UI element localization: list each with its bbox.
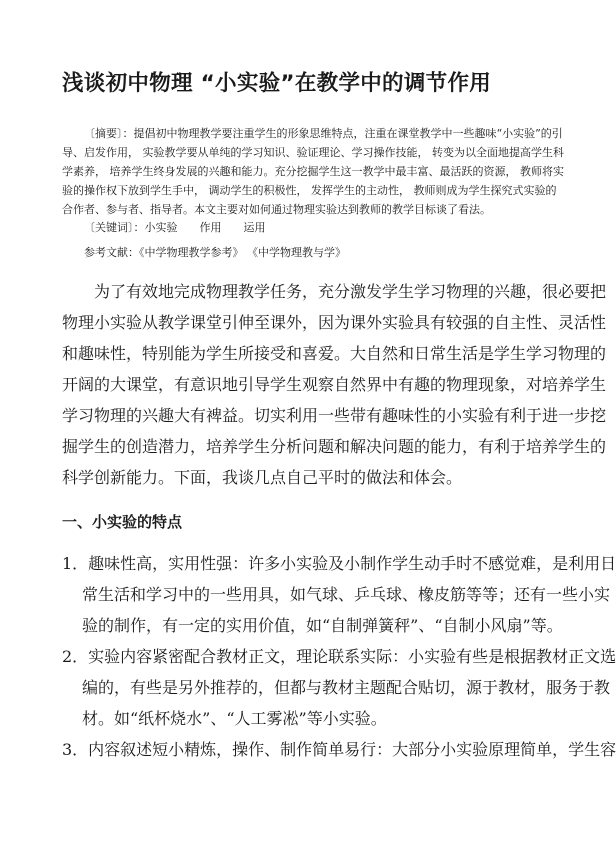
abstract-line: 导、启发作用， 实验教学要从单纯的学习知识、验证理论、学习操作技能， 转变为以全面地提高学生科 xyxy=(62,146,564,159)
feature-list xyxy=(62,548,616,765)
paragraph-line: 科学创新能力。下面，我谈几点自己平时的做法和体会。 xyxy=(62,468,463,487)
paragraph-line: 为了有效地完成物理教学任务，充分激发学生学习物理的兴趣，很必要把 xyxy=(94,282,607,301)
section-heading: 一、小实验的特点 xyxy=(62,513,183,531)
list-item-line: 2．实验内容紧密配合教材正文，理论联系实际：小实验有些是根据教材正文选 xyxy=(62,647,616,666)
list-item-line: 3．内容叙述短小精炼，操作、制作简单易行：大部分小实验原理简单，学生容 xyxy=(62,740,616,759)
list-item-line: 材。如“纸杯烧水”、“人工雾凇”等小实验。 xyxy=(82,709,387,728)
abstract-line: 学素养， 培养学生终身发展的兴趣和能力。充分挖掘学生这一教学中最丰富、最活跃的资源， 教师将实 xyxy=(62,165,564,178)
keywords: 〔关键词〕：小实验 作用 运用 xyxy=(84,221,266,234)
intro-paragraph xyxy=(62,276,607,493)
paragraph-line: 开阔的大课堂，有意识地引导学生观察自然界中有趣的物理现象，对培养学生 xyxy=(62,375,607,394)
list-item-line: 1．趣味性高，实用性强：许多小实验及小制作学生动手时不感觉难，是利用日 xyxy=(62,554,616,573)
abstract-line: 〔摘要〕：提倡初中物理教学要注重学生的形象思维特点，注重在课堂教学中一些趣味“小实验”的引 xyxy=(84,127,563,140)
abstract-line: 验的操作权下放到学生手中， 调动学生的积极性， 发挥学生的主动性， 教师则成为学生探究式实验的 xyxy=(62,184,557,197)
abstract-line: 合作者、参与者、指导者。本文主要对如何通过物理实验达到教师的教学目标谈了看法。 xyxy=(62,203,491,216)
paragraph-line: 学习物理的兴趣大有裨益。切实利用一些带有趣味性的小实验有利于进一步挖 xyxy=(62,406,607,425)
paragraph-line: 和趣味性，特别能为学生所接受和喜爱。大自然和日常生活是学生学习物理的 xyxy=(62,344,607,363)
abstract xyxy=(62,124,564,219)
list-item-line: 验的制作，有一定的实用价值，如“自制弹簧秤”、“自制小风扇”等。 xyxy=(82,616,563,635)
paragraph-line: 掘学生的创造潜力，培养学生分析问题和解决问题的能力，有利于培养学生的 xyxy=(62,437,607,456)
document-title: 浅谈初中物理 “小实验”在教学中的调节作用 xyxy=(62,71,492,96)
references: 参考文献：《中学物理教学参考》 《中学物理教与学》 xyxy=(84,246,346,259)
paragraph-line: 物理小实验从教学课堂引伸至课外，因为课外实验具有较强的自主性、灵活性 xyxy=(62,313,607,332)
list-item-line: 编的，有些是另外推荐的，但都与教材主题配合贴切，源于教材，服务于教 xyxy=(82,678,611,697)
list-item-line: 常生活和学习中的一些用具，如气球、乒乓球、橡皮筋等等；还有一些小实 xyxy=(82,585,611,604)
